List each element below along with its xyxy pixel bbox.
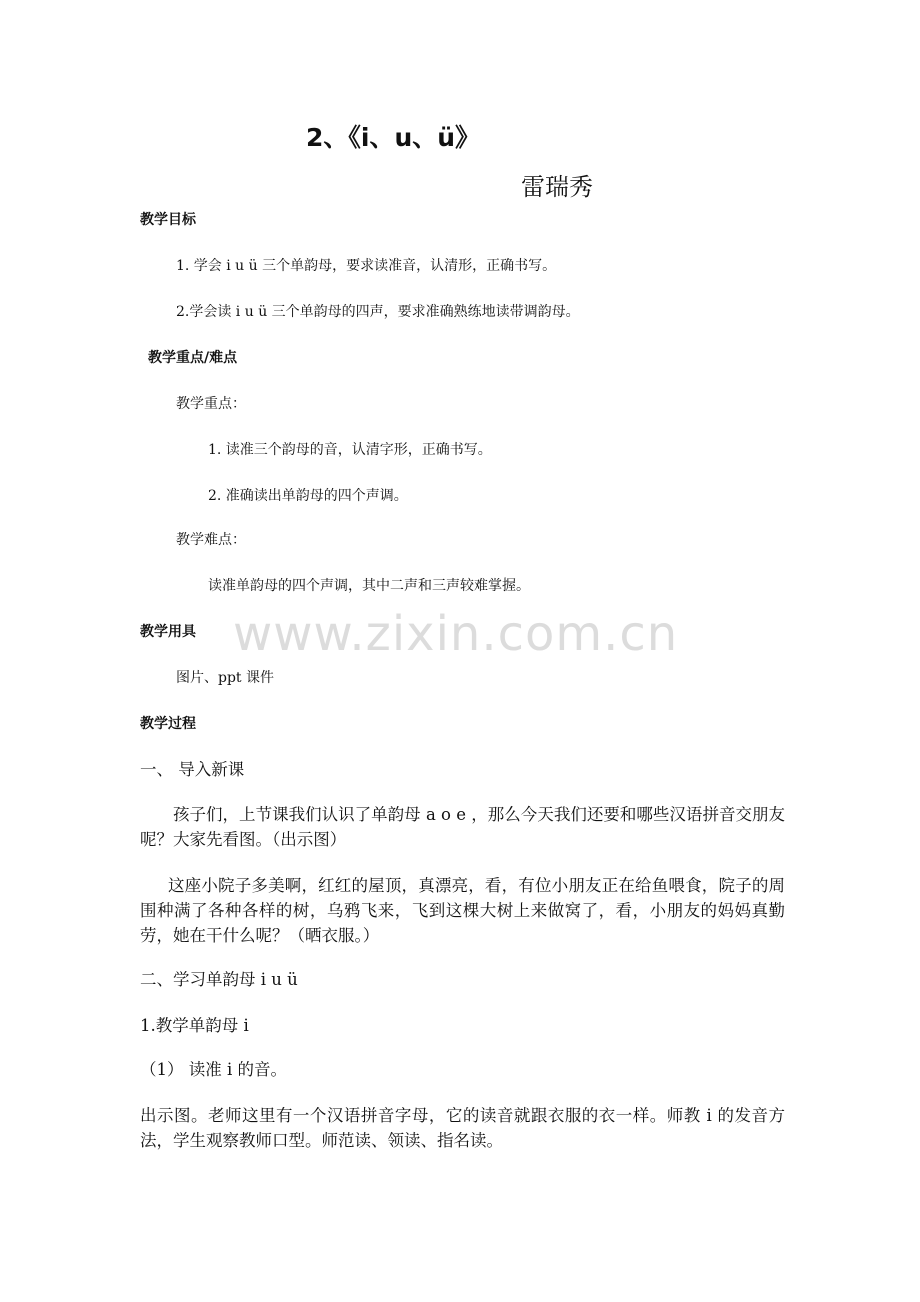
step-1-title: （1） 读准 i 的音。	[140, 1060, 288, 1079]
subsection-1-title: 1.教学单韵母 i	[140, 1016, 249, 1035]
teaching-paragraph: 出示图。老师这里有一个汉语拼音字母，它的读音就跟衣服的衣一样。师教 i 的发音方法，学生观察教师口型。师范读、领读、指名读。	[140, 1106, 785, 1150]
difficulty-text: 读准单韵母的四个声调，其中二声和三声较难掌握。	[208, 578, 530, 594]
key-points-heading: 教学重点/难点	[148, 350, 238, 366]
section-1-title: 一、 导入新课	[140, 760, 245, 779]
watermark: www.zixin.com.cn	[233, 606, 679, 662]
objective-item-1: 1. 学会 i u ü 三个单韵母，要求读准音，认清形，正确书写。	[176, 258, 557, 274]
objectives-heading: 教学目标	[140, 212, 196, 228]
objective-item-2: 2.学会读 i u ü 三个单韵母的四声，要求准确熟练地读带调韵母。	[176, 304, 580, 320]
tools-heading: 教学用具	[140, 624, 196, 640]
section-2-title: 二、学习单韵母 i u ü	[140, 970, 298, 989]
document-title: 2、《i、u、ü》	[306, 123, 481, 152]
difficulty-label: 教学难点：	[176, 532, 246, 548]
author-name: 雷瑞秀	[521, 173, 593, 201]
process-heading: 教学过程	[140, 716, 196, 732]
tools-text: 图片、ppt 课件	[176, 670, 274, 686]
focus-label: 教学重点：	[176, 396, 246, 412]
focus-item-1: 1. 读准三个韵母的音，认清字形，正确书写。	[208, 442, 492, 458]
intro-paragraph-1: 孩子们，上节课我们认识了单韵母 a o e ，那么今天我们还要和哪些汉语拼音交朋友呢？大家先看图。（出示图）	[140, 805, 785, 849]
intro-paragraph-2: 这座小院子多美啊，红红的屋顶，真漂亮，看，有位小朋友正在给鱼喂食，院子的周围种满了各种各样的树，乌鸦飞来，飞到这棵大树上来做窝了，看，小朋友的妈妈真勤劳，她在干什么呢？（晒衣服。）	[140, 876, 785, 945]
focus-item-2: 2. 准确读出单韵母的四个声调。	[208, 488, 408, 504]
